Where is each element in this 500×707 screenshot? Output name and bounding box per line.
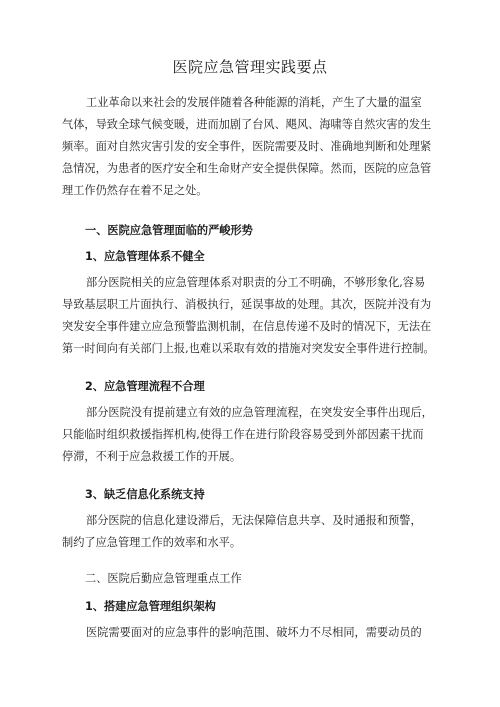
paragraph-line: 医院需要面对的应急事件的影响范围、破坏力不尽相同，需要动员的 (86, 626, 422, 639)
paragraph-line: 导致基层职工片面执行、消极执行，延误事故的处理。其次，医院并没有为 (62, 298, 432, 311)
paragraph-line: 气体，导致全球气候变暖，进而加剧了台风、飓风、海啸等自然灾害的发生 (62, 118, 432, 131)
subsection-heading-1-2: 2、应急管理流程不合理 (85, 380, 205, 393)
paragraph-line: 急情况，为患者的医疗安全和生命财产安全提供保障。然而，医院的应急管 (62, 162, 432, 175)
subsection-heading-1-1: 1、应急管理体系不健全 (85, 250, 205, 263)
paragraph-line: 只能临时组织救援指挥机构,使得工作在进行阶段容易受到外部因素干扰而 (62, 428, 424, 441)
paragraph-line: 第一时间向有关部门上报,也难以采取有效的措施对突发安全事件进行控制。 (62, 342, 435, 355)
paragraph-line: 工业革命以来社会的发展伴随着各种能源的消耗，产生了大量的温室 (86, 96, 422, 109)
paragraph-line: 部分医院相关的应急管理体系对职责的分工不明确，不够形象化,容易 (86, 276, 426, 289)
subsection-paragraph-1-2 (62, 402, 442, 468)
intro-paragraph (62, 92, 442, 202)
paragraph-line: 制约了应急管理工作的效率和水平。 (62, 536, 242, 549)
subsection-heading-1-3: 3、缺乏信息化系统支持 (85, 488, 205, 501)
paragraph-line: 停滞，不利于应急救援工作的开展。 (62, 450, 242, 463)
subsection-paragraph-2-1 (62, 622, 442, 644)
paragraph-line: 突发安全事件建立应急预警监测机制，在信息传递不及时的情况下，无法在 (62, 320, 432, 333)
paragraph-line: 理工作仍然存在着不足之处。 (62, 184, 208, 197)
subsection-paragraph-1-3 (62, 510, 442, 554)
subsection-heading-2-1: 1、搭建应急管理组织架构 (85, 600, 216, 613)
section-heading-2: 二、医院后勤应急管理重点工作 (85, 572, 242, 585)
paragraph-line: 部分医院没有提前建立有效的应急管理流程，在突发安全事件出现后， (86, 406, 433, 419)
subsection-paragraph-1-1 (62, 272, 442, 360)
page-title: 医院应急管理实践要点 (172, 58, 328, 76)
paragraph-line: 部分医院的信息化建设滞后，无法保障信息共享、及时通报和预警， (86, 514, 422, 527)
paragraph-line: 频率。面对自然灾害引发的安全事件，医院需要及时、准确地判断和处理紧 (62, 140, 432, 153)
section-heading-1: 一、医院应急管理面临的严峻形势 (85, 224, 253, 237)
